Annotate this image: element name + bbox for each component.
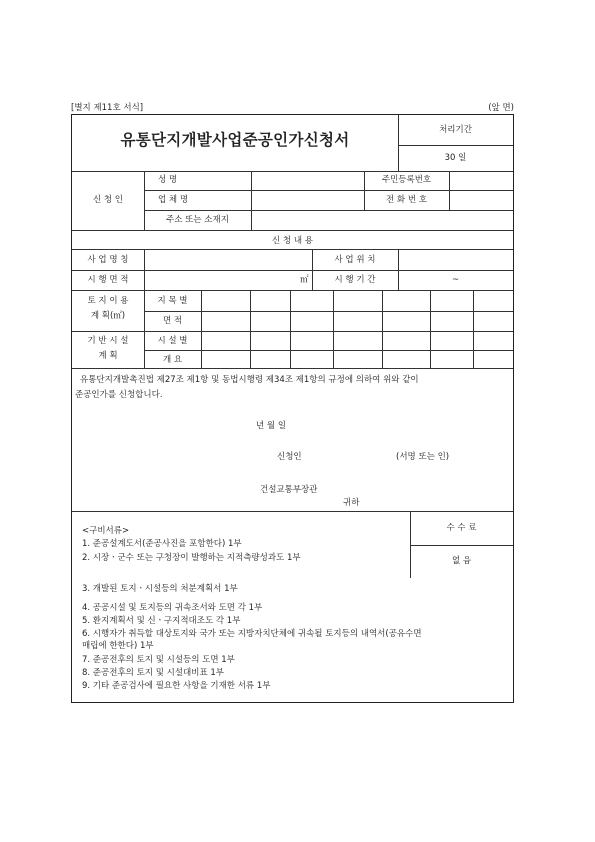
date-line: 년 월 일 — [256, 421, 287, 431]
form-title: 유통단지개발사업준공인가신청서 — [120, 131, 350, 149]
application-form — [71, 114, 514, 703]
statement-line-2: 준공인가를 신청합니다. — [75, 390, 163, 400]
by-category-label: 지 목 별 — [157, 296, 188, 306]
applicant-sign-label: 신청인 — [277, 452, 302, 462]
document-item: 1. 준공설계도서(준공사진을 포함한다) 1부 — [82, 539, 242, 549]
fee-value: 없 음 — [451, 556, 472, 566]
name-field[interactable] — [252, 172, 363, 189]
document-item: 매립에 한한다) 1부 — [82, 641, 154, 651]
application-section-title: 신 청 내 용 — [272, 236, 313, 246]
required-documents-heading: <구비서류> — [82, 526, 130, 536]
processing-period-label: 처리기간 — [439, 125, 472, 135]
document-item: 6. 시행자가 취득할 대상토지와 국가 또는 지방자치단체에 귀속될 토지등의 내역서(공유수면 — [82, 629, 422, 639]
project-location-field[interactable] — [399, 250, 512, 269]
resident-number-field[interactable] — [450, 172, 512, 189]
form-number: [별지 제11호 서식] — [71, 103, 144, 113]
address-field[interactable] — [252, 211, 512, 229]
signature-seal-label: (서명 또는 인) — [396, 452, 450, 462]
period-label: 시 행 기 간 — [334, 275, 376, 285]
phone-label: 전 화 번 호 — [386, 195, 427, 205]
infrastructure-plan-label-2: 계 획 — [98, 351, 118, 361]
statement-line-1: 유통단지개발촉진법 제27조 제1항 및 동법시행령 제34조 제1항의 규정에 의하여 위와 같이 — [80, 375, 419, 385]
phone-field[interactable] — [450, 191, 512, 209]
document-item: 7. 준공전후의 토지 및 시설등의 도면 1부 — [82, 655, 235, 665]
by-facility-label: 시 설 별 — [157, 336, 188, 346]
document-item: 8. 준공전후의 토지 및 시설대비표 1부 — [82, 668, 224, 678]
document-item: 3. 개발된 토지ㆍ시설등의 처분계획서 1부 — [82, 584, 238, 594]
processing-period-value: 30 일 — [444, 153, 467, 163]
period-separator: ~ — [451, 275, 460, 285]
land-use-plan-unit-label: 계 획(㎡) — [90, 311, 126, 321]
project-name-label: 사 업 명 칭 — [87, 255, 129, 265]
fee-label: 수 수 료 — [446, 523, 477, 533]
land-use-plan-label: 토 지 이 용 — [87, 296, 129, 306]
area-unit: ㎡ — [300, 275, 309, 285]
document-item: 9. 기타 준공검사에 필요한 사항을 기재한 서류 1부 — [82, 681, 271, 691]
applicant-label: 신 청 인 — [92, 195, 124, 205]
company-name-field[interactable] — [252, 191, 363, 209]
address-label: 주소 또는 소재지 — [166, 215, 229, 225]
project-location-label: 사 업 위 치 — [334, 255, 376, 265]
project-name-field[interactable] — [145, 250, 311, 269]
document-item: 4. 공공시설 및 토지등의 귀속조서와 도면 각 1부 — [82, 603, 263, 613]
name-label: 성 명 — [158, 175, 178, 185]
area-row-label: 면 적 — [162, 316, 183, 326]
document-item: 5. 환지계획서 및 신ㆍ구지적대조도 각 1부 — [82, 616, 241, 626]
summary-label: 개 요 — [162, 355, 183, 365]
document-item: 2. 시장ㆍ군수 또는 구청장이 발행하는 지적측량성과도 1부 — [82, 553, 301, 563]
page-side: (앞 면) — [488, 103, 514, 113]
area-field[interactable] — [145, 271, 295, 289]
infrastructure-plan-label: 기 반 시 설 — [87, 336, 129, 346]
company-name-label: 업 체 명 — [158, 195, 189, 205]
area-label: 시 행 면 적 — [87, 275, 129, 285]
honorific: 귀하 — [343, 498, 360, 508]
addressee: 건설교통부장관 — [260, 485, 318, 495]
resident-number-label: 주민등록번호 — [381, 175, 432, 185]
